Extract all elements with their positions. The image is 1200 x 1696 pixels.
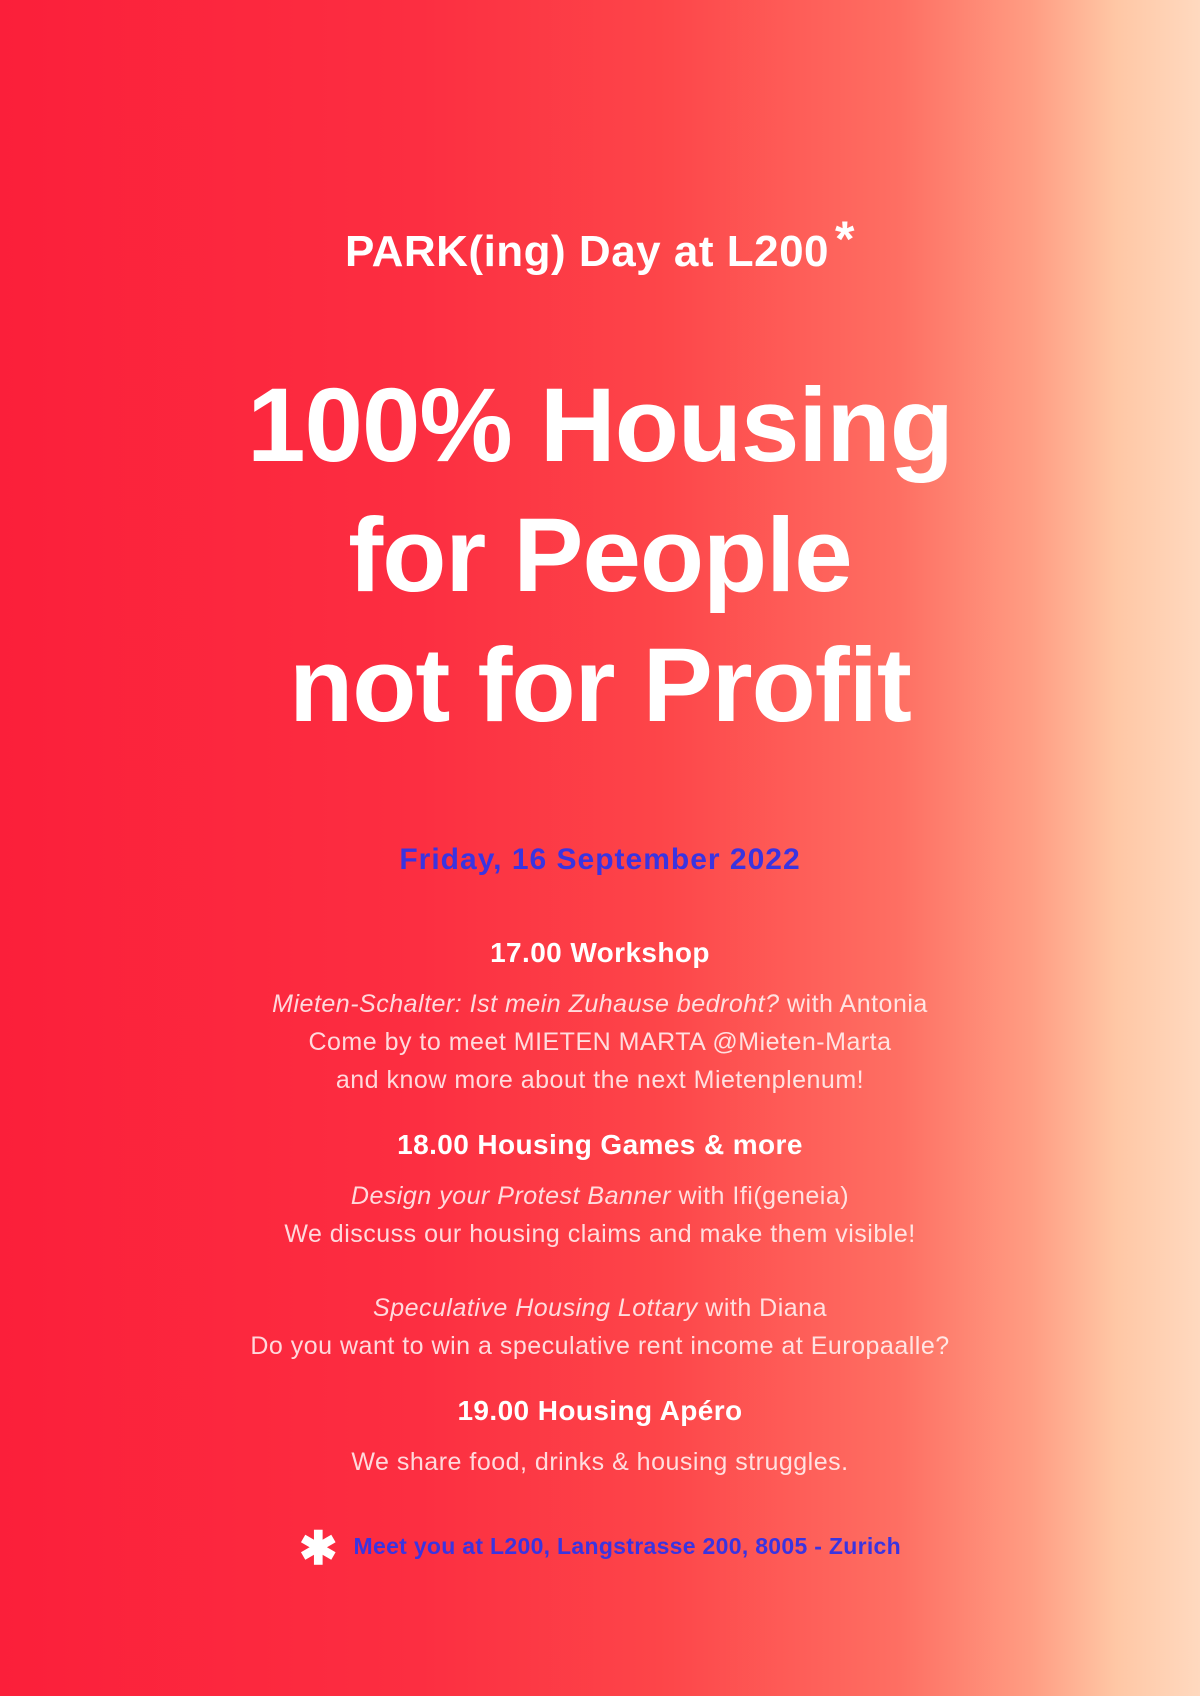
footer: [0, 1522, 1200, 1574]
asterisk-icon: ✱: [298, 1522, 338, 1574]
schedule-body-games-1: [0, 1177, 1200, 1253]
schedule-body-workshop: [0, 985, 1200, 1099]
kicker-text: PARK(ing) Day at L200: [345, 227, 830, 276]
footer-address: Meet you at L200, Langstrasse 200, 8005 - Zurich: [353, 1532, 901, 1559]
poster-kicker: [0, 0, 1200, 277]
games-item1-line-1: [0, 1177, 1200, 1215]
headline-line-3: not for Profit: [289, 627, 911, 744]
workshop-line-1: [0, 985, 1200, 1023]
workshop-line-2: Come by to meet MIETEN MARTA @Mieten-Marta: [308, 1028, 892, 1056]
schedule-heading-workshop: 17.00 Workshop: [490, 937, 710, 968]
games-item2-line-1: [0, 1289, 1200, 1327]
headline: [0, 361, 1200, 751]
headline-line-1: 100% Housing: [247, 367, 953, 484]
headline-line-2: for People: [348, 497, 852, 614]
games-item1-title: Design your Protest Banner: [350, 1182, 672, 1210]
games-item2-host: with Diana: [697, 1294, 827, 1322]
games-item2-title: Speculative Housing Lottary: [373, 1294, 698, 1322]
event-date: Friday, 16 September 2022: [399, 843, 801, 876]
kicker-asterisk-mark: *: [835, 211, 855, 267]
workshop-event-title: Mieten-Schalter: Ist mein Zuhause bedroht?: [272, 990, 780, 1018]
games-item1-line-2: We discuss our housing claims and make them visible!: [284, 1220, 916, 1248]
schedule-body-games-2: [0, 1289, 1200, 1365]
games-item2-line-2: Do you want to win a speculative rent income at Europaalle?: [250, 1332, 950, 1360]
schedule-heading-apero: 19.00 Housing Apéro: [457, 1395, 743, 1426]
schedule-heading-games: 18.00 Housing Games & more: [397, 1129, 803, 1160]
apero-line-1: We share food, drinks & housing struggles.: [351, 1448, 849, 1476]
schedule-body-apero: [0, 1443, 1200, 1481]
games-item1-host: with Ifi(geneia): [671, 1182, 850, 1210]
workshop-line-3: and know more about the next Mietenplenum!: [335, 1066, 865, 1094]
workshop-event-host: with Antonia: [779, 990, 928, 1018]
